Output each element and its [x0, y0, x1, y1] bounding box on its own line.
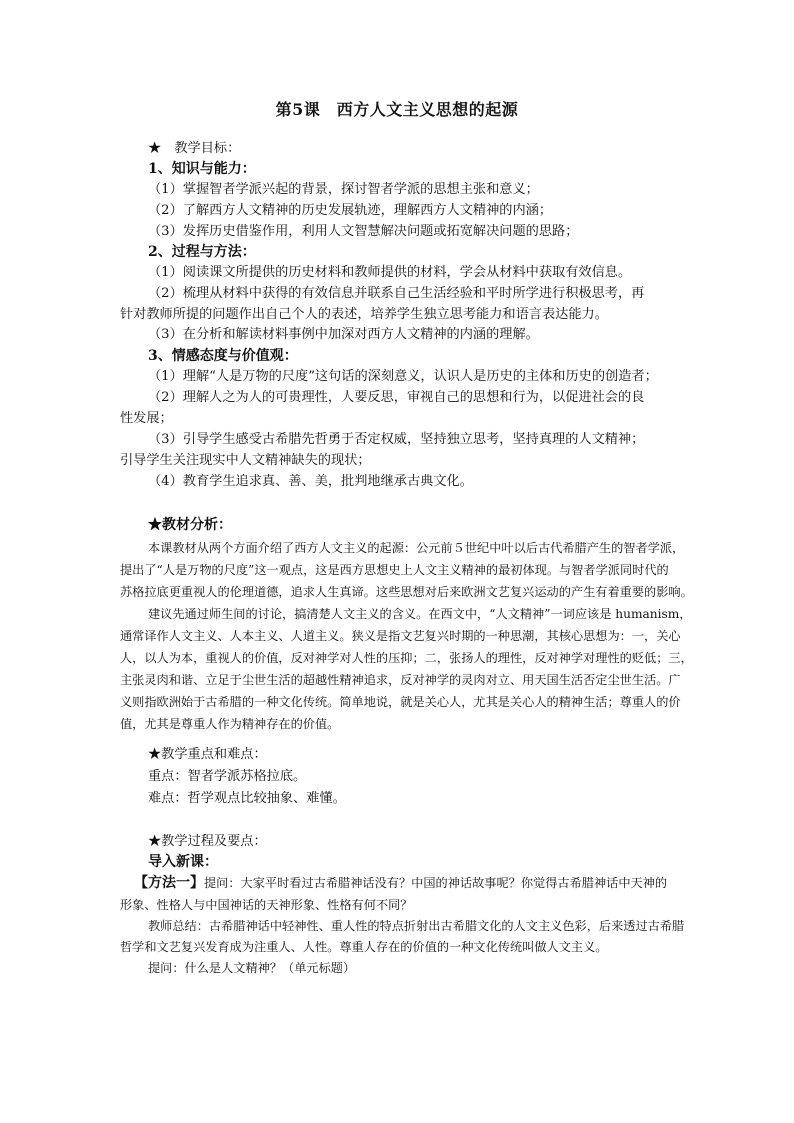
objectives-heading: ★ 教学目标： — [148, 141, 241, 156]
knowledge-item-2: （2）了解西方人文精神的历史发展轨迹，理解西方人文精神的内涵； — [148, 203, 553, 218]
analysis-p1-line-1: 本课教材从两个方面介绍了西方人文主义的起源：公元前５世纪中叶以后古代希腊产生的智者学派， — [148, 541, 685, 555]
values-item-2-line-2: 性发展； — [120, 411, 173, 426]
knowledge-item-3: （3）发挥历史借鉴作用，利用人文智慧解决问题或拓宽解决问题的思路； — [148, 224, 579, 239]
knowledge-item-1: （1）掌握智者学派兴起的背景，探讨智者学派的思想主张和意义； — [148, 182, 539, 197]
analysis-p2-line-1: 建议先通过师生间的讨论，搞清楚人文主义的含义。在西文中，“人文精神”一词应该是 humanism， — [148, 607, 692, 621]
values-item-3-line-2: 引导学生关注现实中人文精神缺失的现状； — [120, 453, 371, 468]
teacher-summary-line-1: 教师总结：古希腊神话中轻神性、重人性的特点折射出古希腊文化的人文主义色彩，后来透过古希腊 — [148, 919, 685, 933]
method-one-label: 【方法一】 — [134, 875, 204, 891]
method-one-line-2: 形象、性格人与中国神话的天神形象、性格有何不同？ — [120, 898, 413, 912]
focus-difficulty: 难点：哲学观点比较抽象、难懂。 — [148, 791, 346, 806]
values-item-4: （4）教育学生追求真、善、美，批判地继承古典文化。 — [148, 474, 473, 489]
values-item-2-line-1: （2）理解人之为人的可贵理性，人要反思，审视自己的思想和行为，以促进社会的良 — [148, 390, 645, 405]
analysis-p1-line-2: 提出了“人是万物的尺度”这一观点，这是西方思想史上人文主义精神的最初体现。与智者学派同时代的 — [120, 563, 669, 577]
section-knowledge-title: 1、知识与能力： — [148, 161, 256, 177]
analysis-p2-line-5: 义则指欧洲始于古希腊的一种文化传统。简单地说，就是关心人，尤其是关心人的精神生活；尊重人的价 — [120, 695, 681, 709]
question-line: 提问：什么是人文精神？（单元标题） — [148, 961, 356, 975]
section-process-title: 2、过程与方法： — [148, 244, 256, 260]
process-item-2-line-2: 针对教师所提的问题作出自己个人的表述，培养学生独立思考能力和语言表达能力。 — [120, 307, 608, 322]
values-item-3-line-1: （3）引导学生感受古希腊先哲勇于否定权威，坚持独立思考，坚持真理的人文精神； — [148, 432, 645, 447]
process-item-2-line-1: （2）梳理从材料中获得的有效信息并联系自己生活经验和平时所学进行积极思考，再 — [148, 286, 645, 301]
intro-heading: 导入新课： — [148, 854, 218, 870]
values-item-1: （1）理解“人是万物的尺度”这句话的深刻意义，认识人是历史的主体和历史的创造者； — [148, 369, 658, 384]
method-one-line-1 — [134, 874, 667, 892]
teacher-summary-line-2: 哲学和文艺复兴发育成为注重人、人性。尊重人存在的价值的一种文化传统叫做人文主义。 — [120, 940, 608, 954]
process-heading: ★教学过程及要点： — [148, 834, 267, 849]
process-item-1: （1）阅读课文所提供的历史材料和教师提供的材料，学会从材料中获取有效信息。 — [148, 265, 632, 280]
analysis-p2-line-3: 人，以人为本，重视人的价值，反对神学对人性的压抑；二，张扬人的理性，反对神学对理性的贬低；三， — [120, 651, 693, 665]
focus-heading: ★教学重点和难点： — [148, 747, 267, 762]
section-values-title: 3、情感态度与价值观： — [148, 348, 298, 364]
focus-key-point: 重点：智者学派苏格拉底。 — [148, 769, 307, 784]
analysis-p2-line-2: 通常译作人文主义、人本主义、人道主义。狭义是指文艺复兴时期的一种思潮，其核心思想为：一，关心 — [120, 629, 681, 643]
analysis-p2-line-4: 主张灵肉和谐、立足于尘世生活的超越性精神追求，反对神学的灵肉对立、用天国生活否定尘世生活。广 — [120, 673, 681, 687]
analysis-heading: ★教材分析： — [148, 517, 232, 533]
analysis-p1-line-3: 苏格拉底更重视人的伦理道德，追求人生真谛。这些思想对后来欧洲文艺复兴运动的产生有着重要的影响。 — [120, 585, 693, 599]
method-one-text: 提问：大家平时看过古希腊神话没有？中国的神话故事呢？你觉得古希腊神话中天神的 — [204, 876, 668, 890]
page-title: 第5课 西方人文主义思想的起源 — [275, 100, 519, 119]
analysis-p2-line-6: 值，尤其是尊重人作为精神存在的价值。 — [120, 717, 340, 731]
process-item-3: （3）在分析和解读材料事例中加深对西方人文精神的内涵的理解。 — [148, 327, 539, 342]
